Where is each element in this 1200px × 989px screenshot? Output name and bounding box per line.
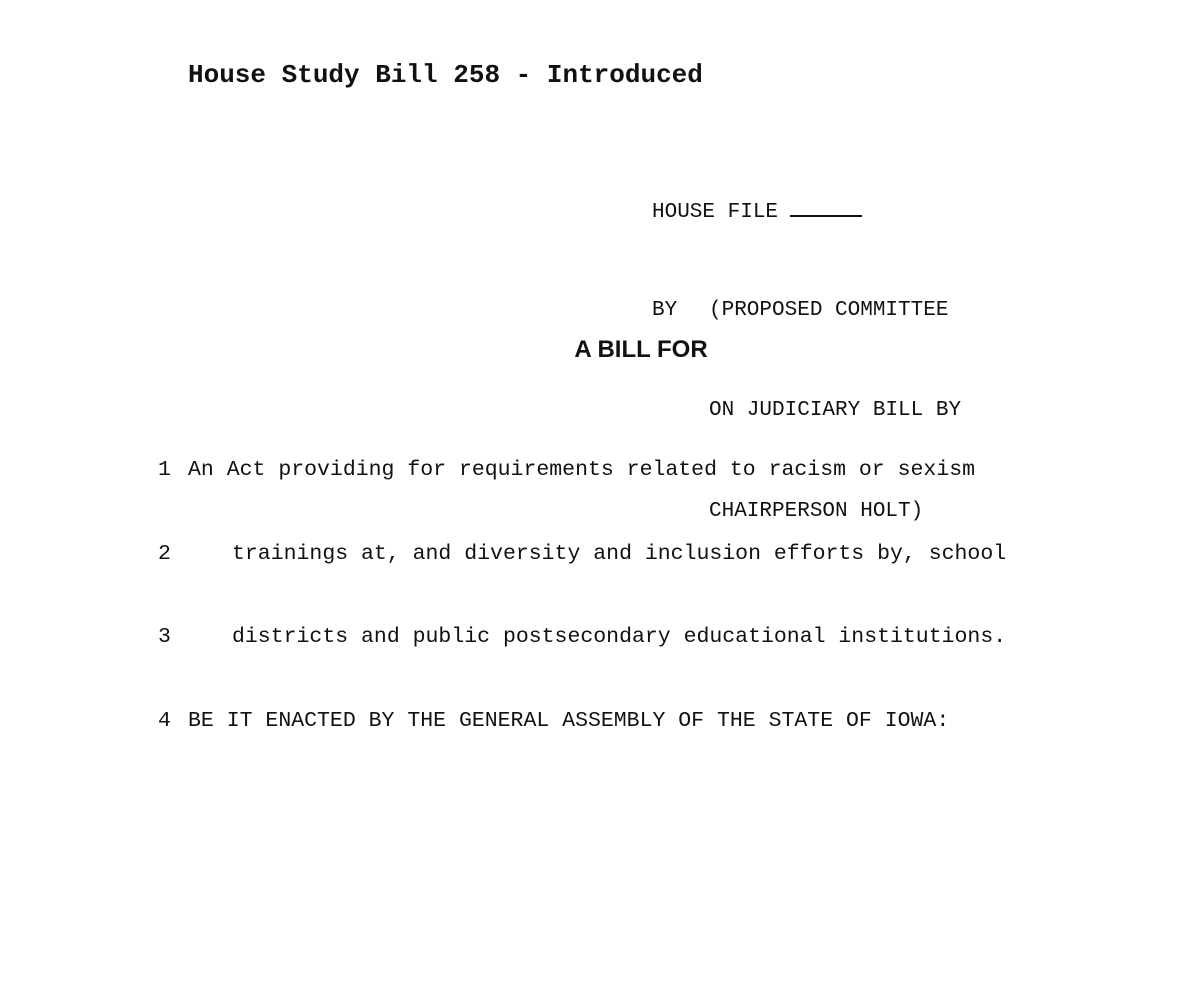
sponsor-line-2: ON JUDICIARY BILL BY <box>709 399 962 422</box>
bill-text <box>158 405 1006 763</box>
bill-heading: A BILL FOR <box>574 336 708 363</box>
by-line <box>652 294 961 328</box>
document-title: House Study Bill 258 - Introduced <box>188 60 703 90</box>
line-text: BE IT ENACTED BY THE GENERAL ASSEMBLY OF THE STATE OF IOWA: <box>188 708 950 733</box>
bill-line <box>158 704 1006 740</box>
bill-line <box>158 453 1006 489</box>
house-file-number-blank <box>790 193 862 217</box>
bill-line <box>158 620 1006 656</box>
line-text: districts and public postsecondary educational institutions. <box>232 625 1007 649</box>
house-file-label: HOUSE FILE <box>652 201 779 224</box>
line-text: trainings at, and diversity and inclusion efforts by, school <box>232 541 1007 566</box>
line-number: 1 <box>158 458 171 482</box>
sponsor-line-3: CHAIRPERSON HOLT) <box>709 499 924 523</box>
sponsor-line-1: (PROPOSED COMMITTEE <box>709 298 949 322</box>
bill-line <box>158 537 1006 573</box>
line-number: 3 <box>158 625 171 649</box>
line-number: 2 <box>158 541 171 566</box>
house-file-line <box>652 193 961 227</box>
by-label: BY <box>652 298 678 322</box>
line-text: An Act providing for requirements related to racism or sexism <box>188 458 976 482</box>
line-number: 4 <box>158 708 171 733</box>
